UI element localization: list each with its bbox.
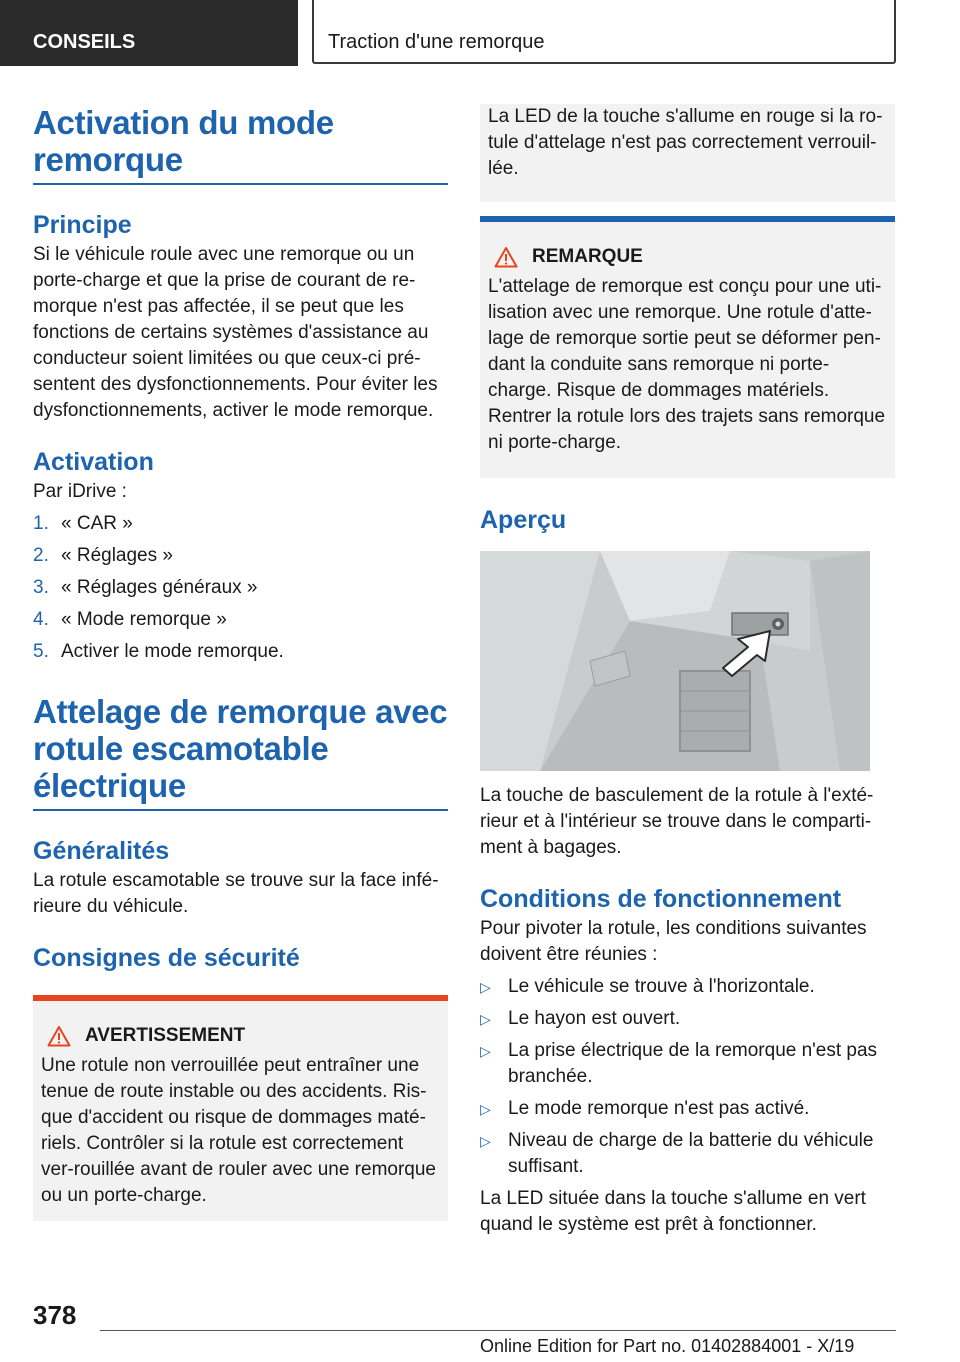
- step-text: « Réglages généraux »: [61, 577, 258, 598]
- page-number: 378: [33, 1300, 77, 1330]
- list-item: [33, 575, 448, 601]
- led-note-box: [480, 104, 895, 202]
- remarque-body: [480, 222, 895, 478]
- activation-steps: [33, 511, 448, 665]
- section-tab: [0, 0, 298, 66]
- list-item: [480, 974, 895, 1000]
- step-text: « Réglages »: [61, 545, 173, 566]
- principe-text: Si le véhicule roule avec une remorque ou un porte-charge et que la prise de courant de re-morque n'est pas affectée, il se peut que les fonctions de certains systèmes d'assistance au conducteur soient limitées ou que ceux-ci pré-sentent des dysfonctionnements. Pour éviter les dysfonctionnements, activer le mode remorque.: [33, 244, 438, 421]
- bullet-triangle-icon: ▷: [480, 1011, 491, 1027]
- heading-principe: Principe: [33, 211, 132, 239]
- warning-body: [33, 1001, 448, 1221]
- remarque-title: REMARQUE: [532, 246, 643, 267]
- list-item: [480, 1038, 895, 1090]
- section-label: CONSEILS: [33, 31, 136, 53]
- bullet-triangle-icon: ▷: [480, 979, 491, 995]
- bullet-triangle-icon: ▷: [480, 1101, 491, 1117]
- step-text: Activer le mode remorque.: [61, 641, 284, 662]
- condition-text: Le mode remorque n'est pas activé.: [508, 1098, 810, 1119]
- activation-intro: Par iDrive :: [33, 481, 127, 502]
- heading-generalites: Généralités: [33, 837, 170, 865]
- condition-text: Niveau de charge de la batterie du véhicule suffisant.: [508, 1130, 874, 1177]
- chapter-label: Traction d'une remorque: [328, 31, 545, 53]
- heading-apercu: Aperçu: [480, 506, 567, 534]
- step-number: 5.: [33, 641, 49, 662]
- warning-text: Une rotule non verrouillée peut entraîner une tenue de route instable ou des accidents. Ris-que d'accident ou risque de dommages maté-riels. Contrôler si la rotule est correctement ver-rouillée avant de rouler avec une remorque ou un porte-charge.: [41, 1055, 436, 1206]
- left-column: [33, 104, 448, 1221]
- warning-title-row: [41, 1023, 440, 1049]
- footer-rule: [100, 1330, 896, 1331]
- remarque-title-row: [488, 244, 887, 270]
- step-text: « CAR »: [61, 513, 133, 534]
- heading-conditions: Conditions de fonctionnement: [480, 885, 842, 913]
- list-item: [33, 639, 448, 665]
- led-red-text: La LED de la touche s'allume en rouge si la ro-tule d'attelage n'est pas correctement verrouil-lée.: [488, 106, 883, 179]
- warning-triangle-icon: [47, 1025, 71, 1047]
- list-item: [33, 607, 448, 633]
- step-text: « Mode remorque »: [61, 609, 227, 630]
- condition-text: La prise électrique de la remorque n'est pas branchée.: [508, 1040, 878, 1087]
- step-number: 1.: [33, 513, 49, 534]
- footer-edition: Online Edition for Part no. 01402884001 - X/19: [480, 1336, 855, 1356]
- trunk-photo: [480, 551, 870, 771]
- conditions-list: [480, 974, 895, 1180]
- list-item: [480, 1096, 895, 1122]
- warning-triangle-icon: [494, 246, 518, 268]
- warning-box: [33, 995, 448, 1221]
- right-column: [480, 104, 895, 1238]
- step-number: 4.: [33, 609, 49, 630]
- list-item: [33, 543, 448, 569]
- bullet-triangle-icon: ▷: [480, 1133, 491, 1149]
- heading-consignes: Consignes de sécurité: [33, 944, 300, 972]
- bullet-triangle-icon: ▷: [480, 1043, 491, 1059]
- list-item: [480, 1128, 895, 1180]
- condition-text: Le hayon est ouvert.: [508, 1008, 681, 1029]
- heading-activation-mode: Activation du mode remorque: [33, 104, 334, 178]
- conditions-intro: Pour pivoter la rotule, les conditions suivantes doivent être réunies :: [480, 918, 867, 965]
- chapter-tab: [312, 0, 896, 64]
- apercu-text: La touche de basculement de la rotule à l'exté-rieur et à l'intérieur se trouve dans le comparti-ment à bagages.: [480, 785, 874, 858]
- step-number: 3.: [33, 577, 49, 598]
- heading-rule: [33, 183, 448, 185]
- led-ready-text: La LED située dans la touche s'allume en vert quand le système est prêt à fonctionner.: [480, 1188, 866, 1235]
- list-item: [33, 511, 448, 537]
- remarque-text: L'attelage de remorque est conçu pour une uti-lisation avec une remorque. Une rotule d'atte-lage de remorque sortie peut se déformer pen-dant la conduite sans remorque ni porte-charge. Risque de dommages matériels. Rentrer la rotule lors des trajets sans remorque ni porte-charge.: [488, 276, 886, 453]
- condition-text: Le véhicule se trouve à l'horizontale.: [508, 976, 815, 997]
- step-number: 2.: [33, 545, 49, 566]
- heading-attelage: Attelage de remorque avec rotule escamotable électrique: [33, 693, 448, 804]
- generalites-text: La rotule escamotable se trouve sur la face infé-rieure du véhicule.: [33, 870, 439, 917]
- heading-rule: [33, 809, 448, 811]
- warning-title: AVERTISSEMENT: [85, 1025, 246, 1046]
- heading-activation: Activation: [33, 448, 154, 476]
- list-item: [480, 1006, 895, 1032]
- remarque-box: [480, 216, 895, 478]
